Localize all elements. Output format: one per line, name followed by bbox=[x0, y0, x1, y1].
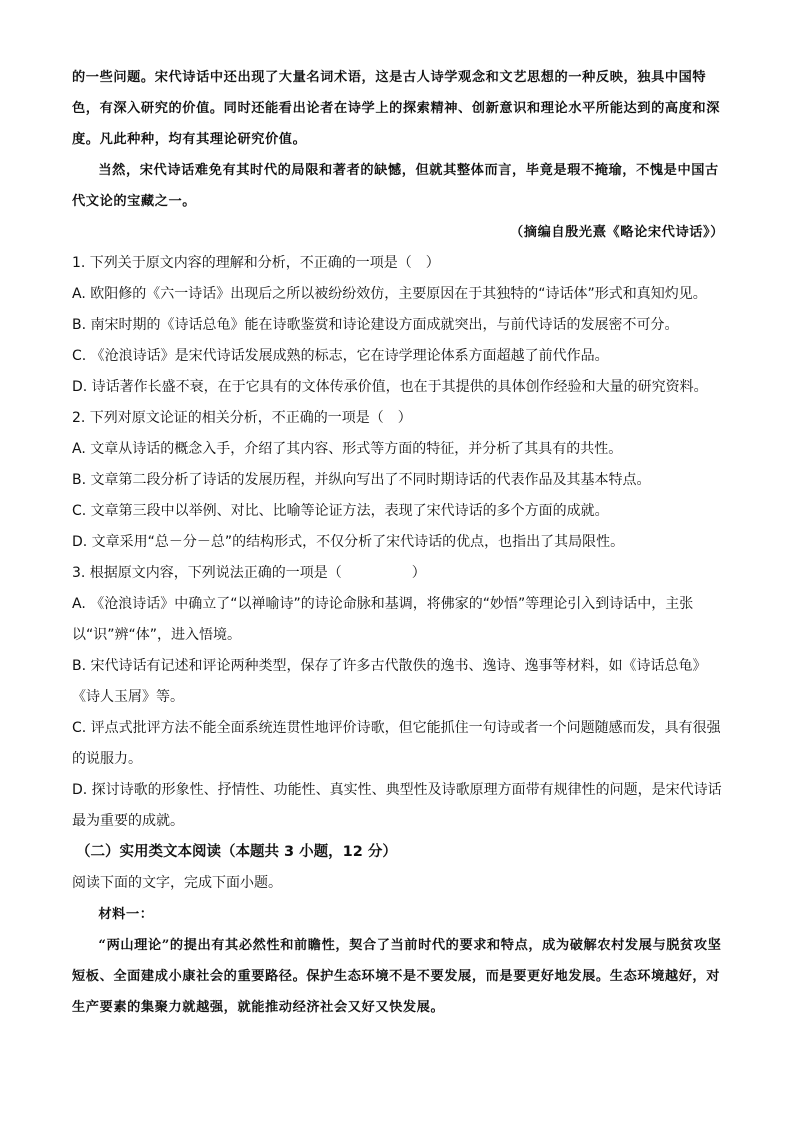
question-stem: 2. 下列对原文论证的相关分析，不正确的一项是（ ） bbox=[72, 410, 412, 426]
question-1 bbox=[72, 248, 724, 403]
question-3 bbox=[72, 558, 724, 837]
document-page bbox=[72, 62, 724, 1023]
question-stem: 3. 根据原文内容，下列说法正确的一项是（ ） bbox=[72, 565, 426, 581]
material-paragraph: “两山理论”的提出有其必然性和前瞻性，契合了当前时代的要求和特点，成为破解农村发展与脱贫攻坚短板、全面建成小康社会的重要路径。保护生态环境不是不要发展，而是要更好地发展。生态环境越好，对生产要素的集聚力就越强，就能推动经济社会又好又快发展。 bbox=[72, 938, 722, 1015]
passage-source: （摘编自殷光熹《略论宋代诗话》） bbox=[510, 225, 724, 240]
option-d: D. 文章采用“总－分－总”的结构形式，不仅分析了宋代诗话的优点，也指出了其局限性。 bbox=[72, 534, 625, 550]
option-b: B. 南宋时期的《诗话总龟》能在诗歌鉴赏和诗论建设方面成就突出，与前代诗话的发展密不可分。 bbox=[72, 317, 679, 333]
question-2 bbox=[72, 403, 724, 558]
option-d: D. 探讨诗歌的形象性、抒情性、功能性、真实性、典型性及诗歌原理方面带有规律性的问题，是宋代诗话最为重要的成就。 bbox=[72, 782, 722, 829]
section-heading: （二）实用类文本阅读（本题共 3 小题，12 分） bbox=[76, 844, 397, 860]
question-stem: 1. 下列关于原文内容的理解和分析，不正确的一项是（ ） bbox=[72, 255, 440, 271]
passage-paragraph-continued: 的一些问题。宋代诗话中还出现了大量名词术语，这是古人诗学观念和文艺思想的一种反映，独具中国特色，有深入研究的价值。同时还能看出论者在诗学上的探索精神、创新意识和理论水平所能达到的高度和深度。凡此种种，均有其理论研究价值。 bbox=[72, 70, 721, 147]
option-c: C. 文章第三段中以举例、对比、比喻等论证方法，表现了宋代诗话的多个方面的成就。 bbox=[72, 503, 609, 519]
option-b: B. 宋代诗话有记述和评论两种类型，保存了许多古代散佚的逸书、逸诗、逸事等材料，如《诗话总龟》《诗人玉屑》等。 bbox=[72, 658, 707, 705]
option-b: B. 文章第二段分析了诗话的发展历程，并纵向写出了不同时期诗话的代表作品及其基本特点。 bbox=[72, 472, 651, 488]
option-a: A. 欧阳修的《六一诗话》出现后之所以被纷纷效仿，主要原因在于其独特的“诗话体”形式和真知灼见。 bbox=[72, 286, 707, 302]
option-d: D. 诗话著作长盛不衰，在于它具有的文体传承价值，也在于其提供的具体创作经验和大量的研究资料。 bbox=[72, 379, 708, 395]
section-instruction: 阅读下面的文字，完成下面小题。 bbox=[72, 875, 282, 891]
option-a: A. 《沧浪诗话》中确立了“以禅喻诗”的诗论命脉和基调，将佛家的“妙悟”等理论引入到诗话中，主张以“识”辨“体”，进入悟境。 bbox=[72, 596, 694, 643]
option-a: A. 文章从诗话的概念入手，介绍了其内容、形式等方面的特征，并分析了其具有的共性。 bbox=[72, 441, 623, 457]
passage-paragraph-conclusion: 当然，宋代诗话难免有其时代的局限和著者的缺憾，但就其整体而言，毕竟是瑕不掩瑜，不愧是中国古代文论的宝藏之一。 bbox=[72, 163, 719, 209]
material-label: 材料一： bbox=[98, 907, 154, 922]
option-c: C. 《沧浪诗话》是宋代诗话发展成熟的标志，它在诗学理论体系方面超越了前代作品。 bbox=[72, 348, 609, 364]
option-c: C. 评点式批评方法不能全面系统连贯性地评价诗歌，但它能抓住一句诗或者一个问题随感而发，具有很强的说服力。 bbox=[72, 720, 721, 767]
